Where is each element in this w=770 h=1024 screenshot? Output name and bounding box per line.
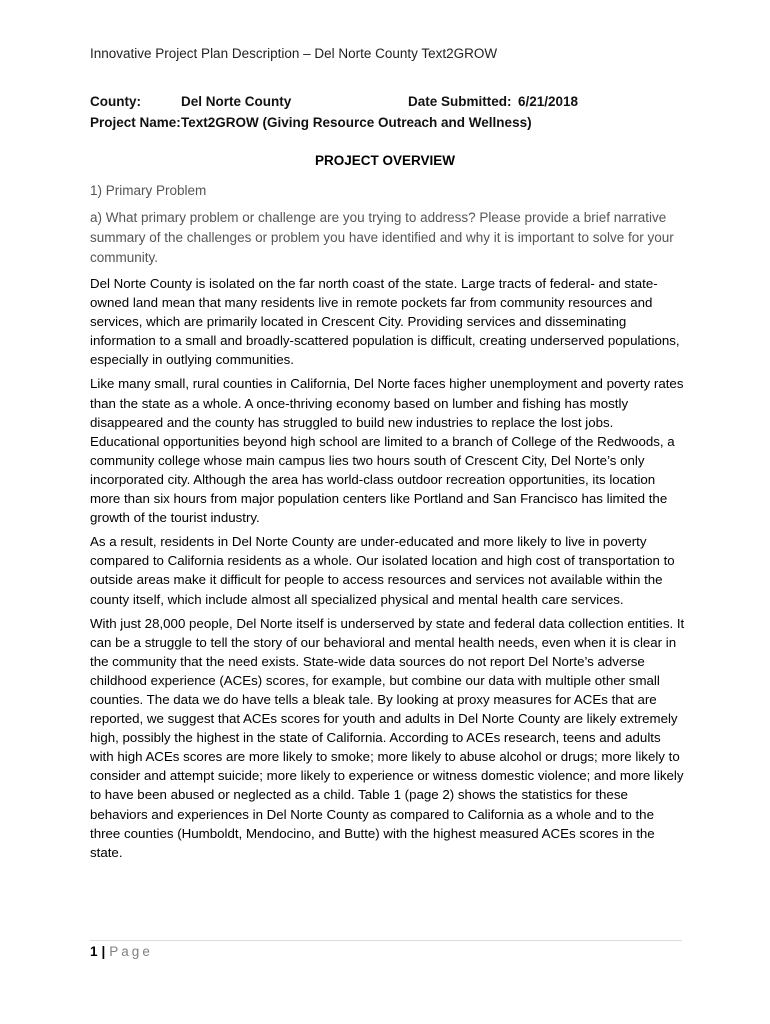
paragraph: Del Norte County is isolated on the far north coast of the state. Large tracts of federal- and state-owned land mean that many residents live in remote pockets far from community resources and services, which are primarily located in Crescent City. Providing services and disseminating information to a small and broadly-scattered population is difficult, creating underserved populations, especially in outlying communities. bbox=[90, 276, 680, 368]
page-word: Page bbox=[109, 944, 153, 959]
prompt-question: a) What primary problem or challenge are you trying to address? Please provide a brief narrative summary of the challenges or problem you have identified and why it is important to solve for your community. bbox=[90, 210, 674, 265]
project-value: Text2GROW (Giving Resource Outreach and Wellness) bbox=[181, 115, 532, 130]
narrative-body bbox=[90, 274, 686, 867]
section-title: PROJECT OVERVIEW bbox=[314, 153, 456, 168]
project-label: Project Name: bbox=[90, 115, 181, 130]
footer-divider bbox=[90, 940, 682, 941]
county-value: Del Norte County bbox=[181, 94, 292, 109]
subsection-heading: 1) Primary Problem bbox=[90, 183, 207, 198]
page-footer bbox=[90, 944, 153, 959]
page-number: 1 bbox=[90, 944, 98, 959]
footer-separator: | bbox=[101, 944, 106, 959]
date-value: 6/21/2018 bbox=[518, 94, 579, 109]
paragraph: As a result, residents in Del Norte County are under-educated and more likely to live in poverty compared to California residents as a whole. Our isolated location and high cost of transportation to outside areas make it difficult for people to access resources and services not available within the county itself, which include almost all specialized physical and mental health care services. bbox=[90, 534, 675, 607]
document-header: Innovative Project Plan Description – Del Norte County Text2GROW bbox=[90, 46, 498, 61]
paragraph: With just 28,000 people, Del Norte itself is underserved by state and federal data collection entities. It can be a struggle to tell the story of our behavioral and mental health needs, even when it is clear in the community that the need exists. State-wide data sources do not report Del Norte’s adverse childhood experience (ACEs) scores, for example, but combine our data with multiple other small counties. The data we do have tells a bleak tale. By looking at proxy measures for ACEs that are reported, we suggest that ACEs scores for youth and adults in Del Norte County are likely extremely high, possibly the highest in the state of California. According to ACEs research, teens and adults with high ACEs scores are more likely to smoke; more likely to abuse alcohol or drugs; more likely to consider and attempt suicide; more likely to experience or witness domestic violence; and more likely to have been abused or neglected as a child. Table 1 (page 2) shows the statistics for these behaviors and experiences in Del Norte County as compared to California as a whole and to the three counties (Humboldt, Mendocino, and Butte) with the highest measured ACEs scores in the state. bbox=[90, 615, 685, 860]
paragraph: Like many small, rural counties in California, Del Norte faces higher unemployment and poverty rates than the state as a whole. A once-thriving economy based on lumber and fishing has mostly disappeared and the county has struggled to build new industries to replace the lost jobs. Educational opportunities beyond high school are limited to a branch of College of the Redwoods, a community college whose main campus lies two hours south of Crescent City, Del Norte’s only incorporated city. Although the area has world-class outdoor recreation opportunities, its location more than six hours from major population centers like Portland and San Francisco has limited the growth of the tourist industry. bbox=[90, 376, 684, 526]
county-label: County: bbox=[90, 94, 141, 109]
date-label: Date Submitted: bbox=[408, 94, 512, 109]
